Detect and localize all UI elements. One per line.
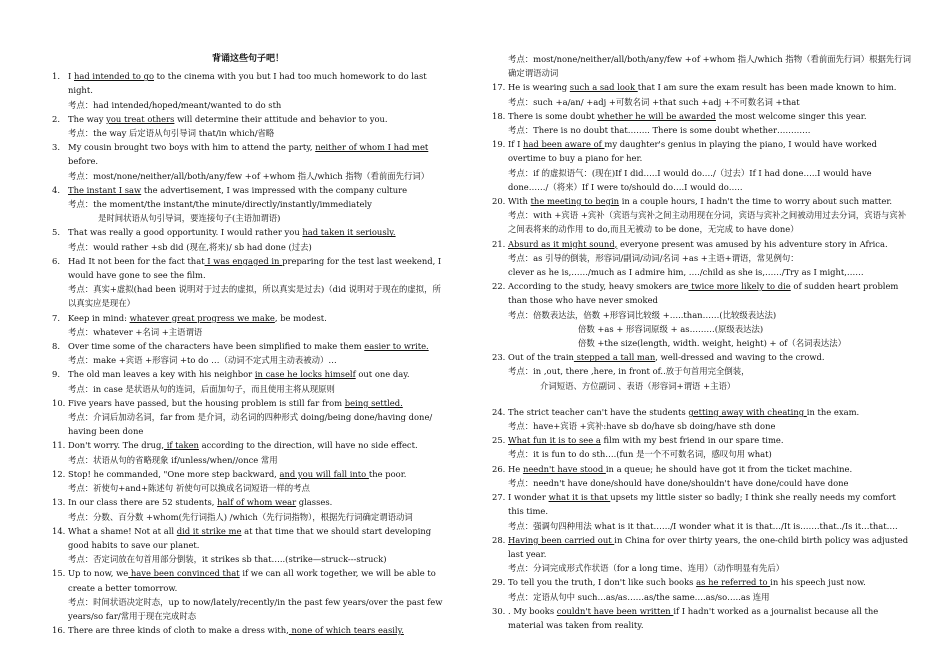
left-items — [52, 69, 444, 637]
sentence-text: in a queue; he should have got it from the ticket machine. — [605, 463, 853, 474]
item-number: 12. — [52, 468, 66, 479]
sentence-item — [52, 112, 444, 126]
sentence-item — [492, 604, 912, 632]
key-point-note: 考点：it is fun to do sth….(fun 是一个不可数名词，感叹句用 what) — [508, 449, 772, 460]
sentence-text: if we can all work together, we will be able to create a better tomorrow. — [68, 568, 436, 593]
key-point-note: 考点：时间状语决定时态，up to now/lately/recently/in the past few years/over the past few years/so far/常用于现在完成时态 — [68, 596, 443, 621]
key-point-note: 考点：状语从句的省略现象 if/unless/when//once 常用 — [68, 454, 278, 465]
sentence-text: , well-dressed and waving to the crowd. — [655, 352, 825, 363]
item-number: 21. — [492, 238, 506, 249]
item-number: 16. — [52, 625, 66, 636]
item-number: 3. — [52, 142, 60, 153]
key-point-note: clever as he is,……/much as I admire him, …./child as she is,……/Try as I might,…… — [508, 267, 864, 278]
sentence-text: He — [508, 463, 523, 474]
sentence-text: To tell you the truth, I don't like such books — [508, 577, 697, 588]
item-number: 26. — [492, 463, 506, 474]
sentence-text: There is some doubt — [508, 110, 598, 121]
item-number: 18. — [492, 110, 506, 121]
right-column — [492, 52, 912, 632]
underlined-answer: whatever great progress we make — [129, 312, 275, 323]
sentence-item — [492, 279, 912, 307]
sentence-item — [492, 194, 912, 208]
sentence-item — [52, 396, 444, 410]
sentence-text: in China for over thirty years, the one-child birth policy was adjusted last year. — [508, 534, 909, 559]
sentence-text: According to the study, heavy smokers are — [508, 281, 689, 292]
sentence-item — [52, 254, 444, 282]
sentence-item — [52, 566, 444, 594]
sentence-text: Out of the train — [508, 352, 574, 363]
underlined-answer: The instant I saw — [68, 184, 142, 195]
key-point-note: 考点：most/none/neither/all/both/any/few +of +whom 指人/which 指物（看前面先行词） — [68, 170, 430, 181]
underlined-answer: such a sad look — [569, 82, 638, 93]
key-point-note: 考点：have+宾语 +宾补:have sb do/have sb doing/have sth done — [508, 421, 776, 432]
key-point-subnote: 倍数 +the size(length, width. weight, height) + of（名词表达法） — [578, 338, 846, 349]
sentence-item — [492, 490, 912, 518]
sentence-text: I wonder — [508, 492, 549, 503]
sentence-text: if I hadn't worked as a journalist because all the material was taken from reality. — [508, 605, 879, 630]
sentence-text: preparing for the test last weekend, I would have gone to see the film. — [68, 255, 442, 281]
sentence-text: Up to now, we — [68, 568, 129, 579]
item-number: 30. — [492, 605, 506, 616]
sentence-text: film with my best friend in our spare time. — [600, 435, 784, 446]
underlined-answer: being settled. — [344, 397, 403, 408]
item-number: 22. — [492, 281, 506, 292]
page-title: 背诵这些句子吧！ — [211, 54, 284, 64]
sentence-text: in the exam. — [806, 406, 860, 417]
sentence-text: Don't worry. The drug, — [68, 440, 165, 451]
sentence-item — [52, 183, 444, 197]
item-number: 15. — [52, 568, 66, 579]
sentence-text: my daughter's genius in playing the piano, I would have worked overtime to buy a piano for her. — [508, 139, 877, 164]
key-point-note: 考点：the moment/the instant/the minute/directly/instantly/immediately — [68, 199, 372, 210]
sentence-item — [52, 367, 444, 381]
underlined-answer: had taken it seriously. — [302, 227, 396, 238]
underlined-answer: I was engaged in — [204, 255, 283, 266]
sentence-text: The old man leaves a key with his neighbor — [68, 369, 255, 380]
key-point-note: 考点：the way 后定语从句引导词 that/in which/省略 — [68, 128, 275, 139]
item-number: 11. — [52, 440, 66, 451]
sentence-item — [492, 575, 912, 589]
sentence-item — [52, 339, 444, 353]
sentence-text: upsets my little sister so badly; I think she really needs my comfort this time. — [508, 492, 896, 517]
sentence-text: in his speech just now. — [770, 577, 866, 588]
sentence-text: to the cinema with you but I had too much homework to do last night. — [68, 71, 427, 96]
sentence-text: If I — [508, 139, 524, 150]
sentence-text: There are three kinds of cloth to make a dress with, — [68, 625, 289, 636]
sentence-item — [492, 433, 912, 447]
key-point-note: 考点：in case 是状语从句的连词，后面加句子，而且使用主将从现原则 — [68, 383, 335, 394]
right-items — [492, 80, 912, 632]
underlined-answer: the meeting to begin — [530, 196, 620, 207]
sentence-text: glasses. — [296, 497, 333, 508]
item-number: 7. — [52, 312, 60, 323]
key-point-note: 考点：倍数表达法，倍数 +形容词比较级 +…..than……(比较级表达法) — [508, 309, 777, 320]
item-number: 29. — [492, 577, 506, 588]
sentence-text: With — [508, 196, 531, 207]
item-number: 5. — [52, 227, 60, 238]
sentence-text: of sudden heart problem than those who have never smoked — [508, 281, 899, 306]
key-point-note: 考点：分词完成形式作状语（for a long time、连用）（动作明显有先后） — [508, 563, 785, 574]
sentence-text: The strict teacher can't have the students — [508, 406, 689, 417]
key-point-note: 考点：make +宾语 +形容词 +to do …（动词不定式用主动表被动）… — [68, 355, 337, 366]
spacer — [492, 393, 912, 405]
underlined-answer: What fun it is to see a — [508, 435, 601, 446]
sentence-text: will determine their attitude and behavior to you. — [174, 113, 388, 124]
sentence-text: I — [68, 71, 74, 82]
sentence-text: Five years have passed, but the housing problem is still far from — [68, 397, 345, 408]
sentence-text: that I am sure the exam result has been made known to him. — [637, 82, 897, 93]
item-number: 1. — [52, 71, 60, 82]
underlined-answer: needn't have stood — [522, 463, 606, 474]
carryover-note: 考点：most/none/neither/all/both/any/few +of +whom 指人/which 指物（看前面先行词）根据先行词确定谓语动词 — [508, 54, 911, 79]
sentence-text: The way — [68, 113, 107, 124]
underlined-answer: couldn't have been written — [556, 605, 674, 616]
key-point-note: 考点：真实+虚拟(had been 说明对于过去的虚拟，所以真实是过去)（did 说明对于现在的虚拟，所以真实应是现在） — [68, 284, 441, 309]
item-number: 14. — [52, 525, 66, 536]
sentence-text: Over time some of the characters have been simplified to make them — [68, 341, 365, 352]
key-point-note: 考点：in ,out, there ,here, in front of..放于句首用完全倒装， — [508, 366, 750, 377]
underlined-answer: had been aware of — [523, 139, 605, 150]
sentence-text: in a couple hours, I hadn't the time to worry about such matter. — [619, 196, 893, 207]
item-number: 6. — [52, 255, 60, 266]
underlined-answer: half of whom wear — [217, 497, 297, 508]
underlined-answer: as he referred to — [696, 577, 771, 588]
item-number: 2. — [52, 113, 60, 124]
key-point-note: 考点：祈使句+and+陈述句 祈使句可以换成名词短语一样的考点 — [68, 483, 310, 494]
sentence-text: the advertisement, I was impressed with the company culture — [141, 184, 408, 195]
key-point-subnote: 介词短语、方位副词 、表语（形容词+谓语 +主语） — [540, 380, 736, 391]
underlined-answer: if taken — [164, 440, 199, 451]
sentence-text: Stop! he commanded, "One more step backward, — [68, 468, 280, 479]
underlined-answer: whether he will be awarded — [597, 110, 716, 121]
item-number: 19. — [492, 139, 506, 150]
underlined-answer: Absurd as it might sound, — [508, 238, 618, 249]
sentence-text: before. — [68, 156, 99, 167]
underlined-answer: none of which tears easily. — [288, 625, 404, 636]
key-point-note: 考点：whatever +名词 +主语谓语 — [68, 326, 203, 337]
sentence-item — [52, 467, 444, 481]
item-number: 23. — [492, 352, 506, 363]
underlined-answer: what it is that — [548, 492, 611, 503]
sentence-text: Keep in mind: — [68, 312, 130, 323]
key-point-note: 考点：needn't have done/should have done/shouldn't have done/could have done — [508, 477, 849, 488]
sentence-item — [492, 350, 912, 364]
key-point-note: 考点：分数、百分数 +whom(先行词指人) /which（先行词指物），根据先行词确定谓语动词 — [68, 511, 413, 522]
sentence-item — [52, 495, 444, 509]
sentence-text: at that time that we should start developing good habits to save our planet. — [68, 525, 432, 550]
sentence-item — [492, 109, 912, 123]
sentence-item — [52, 225, 444, 239]
key-point-note: 考点：had intended/hoped/meant/wanted to do sth — [68, 99, 282, 110]
item-number: 28. — [492, 534, 506, 545]
underlined-answer: twice more likely to die — [688, 281, 791, 292]
underlined-answer: did it strike me — [176, 525, 242, 536]
sentence-text: What a shame! Not at all — [68, 525, 177, 536]
key-point-note: 考点：定语从句中 such…as/as……as/the same….as/so…..as 连用 — [508, 591, 770, 602]
key-point-note: 考点：介词后加动名词，far from 是介词，动名词的四种形式 doing/being done/having done/ having been done — [68, 412, 433, 437]
sentence-item — [492, 462, 912, 476]
sentence-item — [492, 533, 912, 561]
item-number: 20. — [492, 196, 506, 207]
sentence-item — [52, 524, 444, 552]
sentence-item — [52, 623, 444, 637]
sentence-text: , be modest. — [274, 312, 327, 323]
item-number: 13. — [52, 497, 66, 508]
key-point-note: 是时间状语从句引导词，要连接句子(主语加谓语) — [98, 213, 281, 224]
sentence-text: Had It not been for the fact that — [68, 255, 205, 266]
key-point-note: 考点：There is no doubt that…….. There is some doubt whether………… — [508, 125, 811, 136]
key-point-note: 考点：such +a/an/ +adj +可数名词 +that such +adj +不可数名词 +that — [508, 96, 800, 107]
underlined-answer: in case he locks himself — [254, 369, 356, 380]
item-number: 9. — [52, 369, 60, 380]
sentence-item — [492, 405, 912, 419]
item-number: 17. — [492, 82, 506, 93]
key-point-subnote: 倍数 +as + 形容词原级 + as………(原级表达法) — [578, 323, 764, 334]
key-point-note: 考点：with +宾语 +宾补（宾语与宾补之间主动用现在分词，宾语与宾补之间被动用过去分词，宾语与宾补之间表将来的动作用 to do,而且无被动 to be done，无完成 to have done） — [508, 210, 907, 235]
sentence-text: the poor. — [368, 468, 407, 479]
left-column — [52, 52, 444, 637]
sentence-text: the most welcome singer this year. — [715, 110, 867, 121]
underlined-answer: easier to write. — [364, 341, 429, 352]
underlined-answer: neither of whom I had met — [315, 142, 429, 153]
sentence-item — [492, 237, 912, 251]
sentence-item — [492, 80, 912, 94]
underlined-answer: and you will fall into — [279, 468, 369, 479]
key-point-note: 考点：强调句四种用法 what is it that……/I wonder what it is that…/It is…….that../Is it…that…. — [508, 520, 898, 531]
underlined-answer: have been convinced that — [128, 568, 240, 579]
sentence-item — [52, 311, 444, 325]
underlined-answer: you treat others — [106, 113, 175, 124]
underlined-answer: stepped a tall man — [573, 352, 656, 363]
sentence-text: He is wearing — [508, 82, 570, 93]
item-number: 8. — [52, 341, 60, 352]
sentence-item — [52, 438, 444, 452]
underlined-answer: getting away with cheating — [688, 406, 807, 417]
sentence-text: out one day. — [355, 369, 410, 380]
sentence-text: That was really a good opportunity. I would rather you — [68, 227, 303, 238]
sentence-text: In our class there are 52 students, — [68, 497, 218, 508]
key-point-note: 考点：否定词放在句首用部分倒装，it strikes sb that…..(strike—struck---struck) — [68, 554, 387, 565]
item-number: 4. — [52, 184, 60, 195]
sentence-text: My cousin brought two boys with him to attend the party, — [68, 142, 316, 153]
sentence-item — [52, 69, 444, 97]
underlined-answer: had intended to go — [73, 71, 154, 82]
sentence-text: . My books — [508, 605, 557, 616]
item-number: 27. — [492, 492, 506, 503]
item-number: 24. — [492, 406, 506, 417]
sentence-text: everyone present was amused by his adventure story in Africa. — [617, 238, 888, 249]
item-number: 25. — [492, 435, 506, 446]
sentence-item — [52, 140, 444, 168]
underlined-answer: Having been carried out — [508, 534, 615, 545]
sentence-text: according to the direction, will have no side effect. — [198, 440, 418, 451]
key-point-note: 考点：if 的虚拟语气：(现在)If I did…..I would do…./（过去）If I had done…..I would have done……/（将来）If I were to/should do….I would do….. — [508, 167, 872, 192]
sentence-item — [492, 137, 912, 165]
item-number: 10. — [52, 397, 66, 408]
key-point-note: 考点：as 引导的倒装，形容词/副词/动词/名词 +as +主语+谓语，常见例句： — [508, 252, 799, 263]
key-point-note: 考点：would rather +sb did (现在,将来)/ sb had done (过去) — [68, 241, 312, 252]
